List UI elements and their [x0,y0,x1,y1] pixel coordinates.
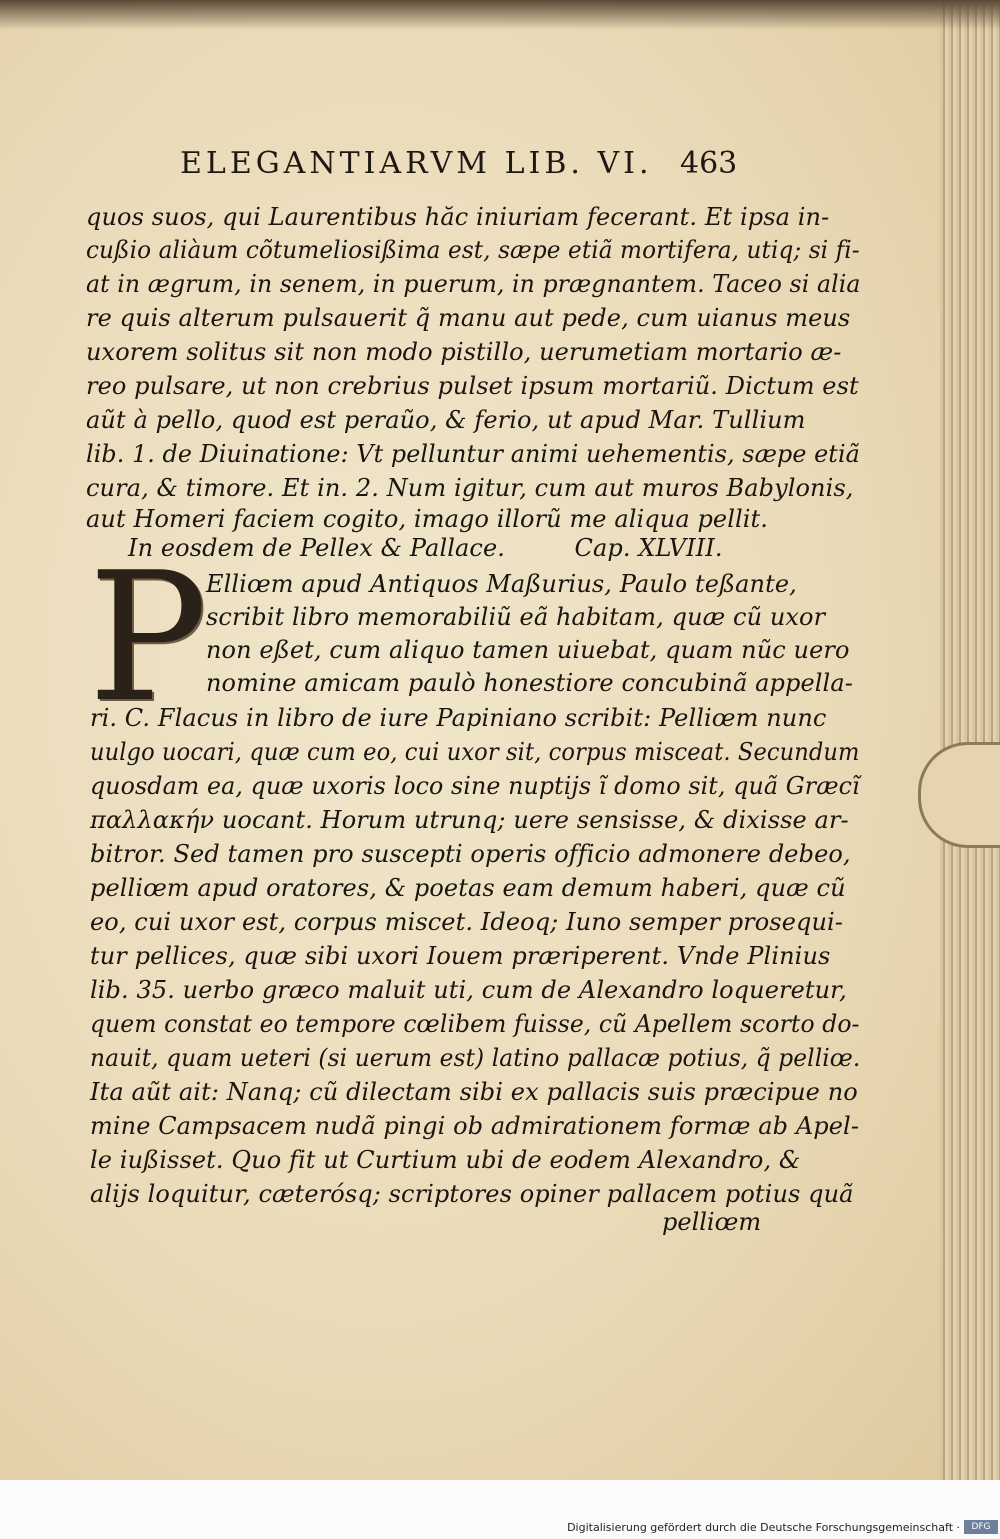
text-line: cura, & timore. Et in. 2. Num igitur, cum aut muros Babylonis, [86,474,854,502]
text-line: le iußisset. Quo fit ut Curtium ubi de eodem Alexandro, & [90,1146,801,1174]
text-line: uxorem solitus sit non modo pistillo, uerumetiam mortario æ- [86,338,842,366]
text-line: nomine amicam paulò honestiore concubinã appella- [206,669,853,697]
text-line: alijs loquitur, cæterósq; scriptores opiner pallacem potius quã [90,1180,854,1208]
text-line: pelliœm apud oratores, & poetas eam demum haberi, quæ cũ [90,874,846,902]
text-line: bitror. Sed tamen pro suscepti operis officio admonere debeo, [90,840,851,868]
text-line: uulgo uocari, quæ cum eo, cui uxor sit, corpus misceat. Secundum [90,738,860,766]
text-line: mine Campsacem nudã pingi ob admirationem formæ ab Apel- [90,1112,860,1140]
text-line: reo pulsare, ut non crebrius pulset ipsum mortariũ. Dictum est [86,372,859,400]
text-line: lib. 1. de Diuinatione: Vt pelluntur animi uehementis, sæpe etiã [86,440,860,468]
text-line: nauit, quam ueteri (si uerum est) latino pallacæ potius, q̃ pelliœ. [90,1044,861,1072]
digitization-credit: Digitalisierung gefördert durch die Deutsche Forschungsgemeinschaft · [567,1521,960,1534]
text-line: cußio aliàum cõtumeliosißima est, sæpe etiã mortifera, utiq; si fi- [86,236,860,264]
text-line: eo, cui uxor est, corpus miscet. Ideoq; Iuno semper prosequi- [90,908,844,936]
running-head: ELEGANTIARVM LIB. VI. [180,146,653,181]
text-line: tur pellices, quæ sibi uxori Iouem præriperent. Vnde Plinius [90,942,831,970]
text-line: aut Homeri faciem cogito, imago illorũ me aliqua pellit. [86,505,769,533]
catchword: pelliœm [662,1208,762,1236]
top-shadow [0,0,1000,30]
text-line: quos suos, qui Laurentibus hăc iniuriam fecerant. Et ipsa in- [86,203,830,231]
text-line: aũt à pello, quod est peraũo, & ferio, ut apud Mar. Tullium [86,406,806,434]
chapter-heading: In eosdem de Pellex & Pallace. Cap. XLVIII. [128,534,723,562]
text-line: re quis alterum pulsauerit q̃ manu aut pede, cum uianus meus [86,304,851,332]
decorated-initial: P [88,534,208,741]
dfg-logo-icon: DFG [964,1520,998,1534]
text-line: ri. C. Flacus in libro de iure Papiniano scribit: Pelliœm nunc [90,704,827,732]
text-line: Ita aũt ait: Nanq; cũ dilectam sibi ex pallacis suis præcipue no [90,1078,858,1106]
text-line: παλλακήν uocant. Horum utrunq; uere sensisse, & dixisse ar- [90,806,849,834]
text-line: lib. 35. uerbo græco maluit uti, cum de Alexandro loqueretur, [90,976,847,1004]
page-number: 463 [680,146,738,181]
text-line: quem constat eo tempore cœlibem fuisse, cũ Apellem scorto do- [90,1010,860,1038]
text-line: non eßet, cum aliquo tamen uiuebat, quam nũc uero [206,636,850,664]
text-line: at in ægrum, in senem, in puerum, in prægnantem. Taceo si alia [86,270,861,298]
text-line: quosdam ea, quæ uxoris loco sine nuptijs ĩ domo sit, quã Græcĩ [90,772,860,800]
text-line: Elliœm apud Antiquos Maßurius, Paulo teßante, [206,570,797,598]
text-line: scribit libro memorabiliũ eã habitam, quæ cũ uxor [206,603,826,631]
page-edge-stack [940,0,1000,1480]
